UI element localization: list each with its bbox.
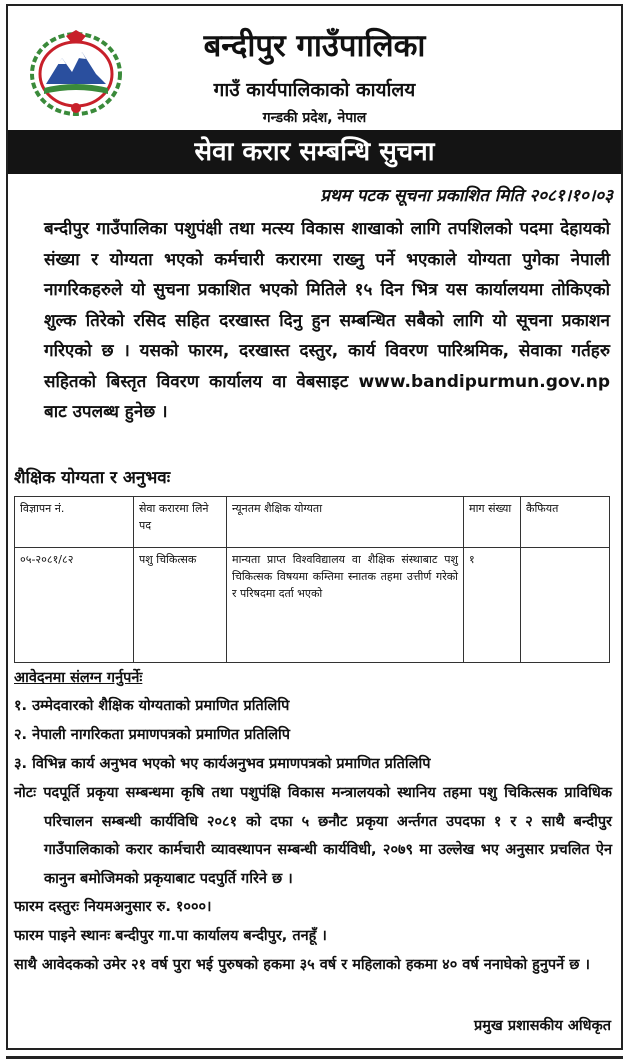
table-header-row [15,497,610,548]
cell-qualification: मान्यता प्राप्त विश्वविद्यालय वा शैक्षिक संस्थाबाट पशु चिकित्सक विषयमा कम्तिमा स्नातक तहमा उत्तीर्ण गरेको र परिषदमा दर्ता भएको [227,548,464,663]
org-name: बन्दीपुर गाउँपालिका [203,28,426,64]
signatory: प्रमुख प्रशासकीय अधिकृत [474,1018,611,1034]
note-paragraph: नोटः पदपूर्ति प्रकृया सम्बन्धमा कृषि तथा पशुपंक्षि विकास मन्त्रालयको स्थानिय तहमा पशु चिकित्सक प्राविधिक परिचालन सम्बन्धी कार्यविधि २०८१ को दफा ५ छनौट प्रकृया अर्न्तगत उपदफा १ र २ साथै बन्दीपुर गाउँपालिकाको करार कार्मचारी व्यावस्थापन सम्बन्धी कार्यविधी, २०७९ मा उल्लेख भए अनुसार प्रचलित ऐन कानुन बमोजिमको प्रकृयाबाट पदपुर्ति गरिने छ । [14,785,612,887]
list-item: ३. विभिन्न कार्य अनुभव भएको भए कार्यअनुभव प्रमाणपत्रको प्रमाणित प्रतिलिपि [14,756,431,772]
documents-heading: आवेदनमा संलग्न गर्नुपर्नेः [14,670,143,686]
header-qualification: न्यूनतम शैक्षिक योग्यता [227,497,464,548]
intro-paragraph: बन्दीपुर गाउँपालिका पशुपंक्षी तथा मत्स्य विकास शाखाको लागि तपशिलको पदमा देहायको संख्या र योग्यता भएको कर्मचारी करारमा राख्नु पर्ने भएकाले योग्यता पुगेका नेपाली नागरिकहरुले यो सुचना प्रकाशित भएको मितिले १५ दिन भित्र यस कार्यालयमा तोकिएको शुल्क तिरेको रसिद सहित दरखास्त दिनु हुन सम्बन्धित सबैको लागि यो सूचना प्रकाशन गरिएको छ । यसको फारम, दरखास्त दस्तुर, कार्य विवरण पारिश्रमिक, सेवाका गर्तहरु सहितको बिस्तृत विवरण कार्यालय वा वेबसाइट www.bandipurmun.gov.np बाट उपलब्ध हुनेछ । [44,219,610,422]
cell-post: पशु चिकित्सक [134,548,227,663]
vacancy-table [14,496,610,663]
qualification-heading: शैक्षिक योग्यता र अनुभवः [14,468,171,488]
header-post: सेवा करारमा लिने पद [134,497,227,548]
header-count: माग संख्या [464,497,521,548]
list-item: १. उम्मेदवारको शैक्षिक योग्यताको प्रमाणित प्रतिलिपि [14,698,290,714]
header-ad-no: विज्ञापन नं. [15,497,134,548]
office-name: गाउँ कार्यपालिकाको कार्यालय [213,79,416,101]
table-row [15,548,610,663]
list-item: २. नेपाली नागरिकता प्रमाणपत्रको प्रमाणित प्रतिलिपि [14,727,291,743]
letterhead [8,6,621,130]
requirements-section [14,664,612,980]
publication-date: प्रथम पटक सूचना प्रकाशित मिति २०८१।१०।०३ [320,186,613,206]
province-name: गन्डकी प्रदेश, नेपाल [262,110,367,126]
cell-ad-no: ०५-२०८१/८२ [15,548,134,663]
age-requirement: साथै आवेदकको उमेर २१ वर्ष पुरा भई पुरुषको हकमा ३५ वर्ष र महिलाको हकमा ४० वर्ष ननाघेको हुनुपर्ने छ । [14,957,590,973]
notice-title-banner: सेवा करार सम्बन्धि सुचना [8,130,621,174]
bottom-divider [6,1056,623,1059]
header-remarks: कैफियत [521,497,610,548]
cell-count: १ [464,548,521,663]
vacancy-table-wrapper [14,496,610,663]
cell-remarks [521,548,610,663]
form-fee: फारम दस्तुरः नियमअनुसार रु. १०००। [14,899,212,915]
form-location: फारम पाइने स्थानः बन्दीपुर गा.पा कार्यालय बन्दीपुर, तनहूँ । [14,928,327,944]
